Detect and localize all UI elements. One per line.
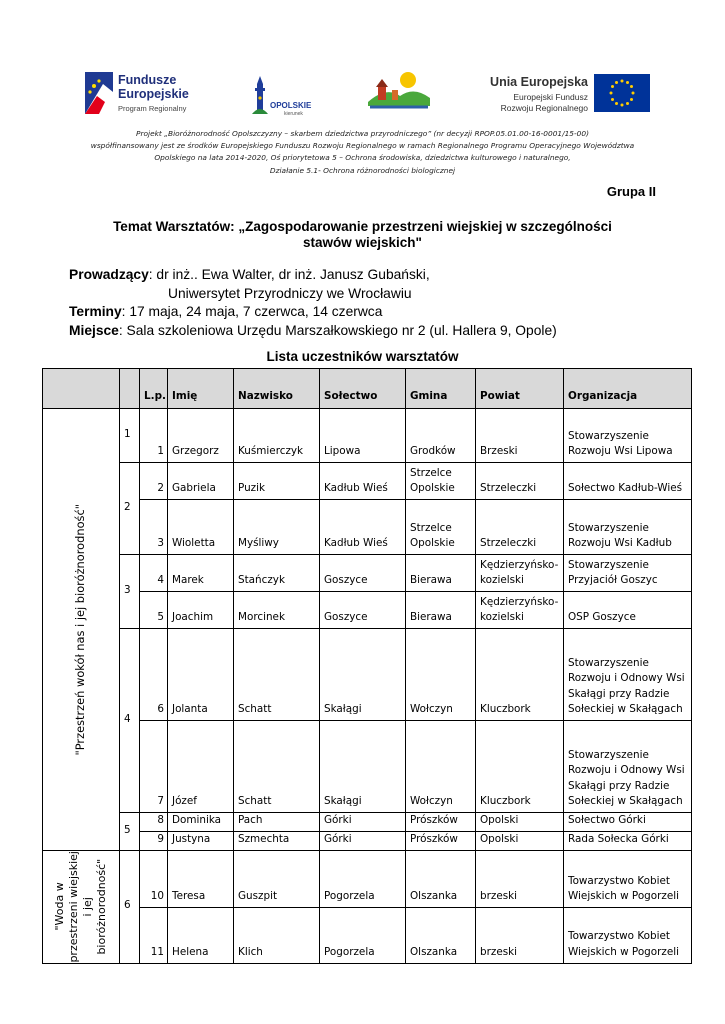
theme-2-line-4: bioróżnorodność": [95, 858, 108, 955]
header-group: [120, 369, 140, 409]
header-solectwo: Sołectwo: [320, 369, 406, 409]
theme-cell-2: [43, 851, 120, 964]
header-imie: Imię: [168, 369, 234, 409]
cell-imie: Grzegorz: [168, 409, 234, 463]
cell-imie: Justyna: [168, 832, 234, 851]
cell-powiat: Strzeleczki: [476, 463, 564, 500]
cell-gmina: Olszanka: [406, 907, 476, 963]
cell-powiat: brzeski: [476, 851, 564, 908]
cell-lp: 4: [140, 555, 168, 592]
cell-lp: 9: [140, 832, 168, 851]
table-row: [43, 813, 692, 832]
cell-nazwisko: Myśliwy: [234, 500, 320, 555]
dates-label: Terminy: [69, 304, 122, 319]
topic-line-1: Temat Warsztatów: „Zagospodarowanie przestrzeni wiejskiej w szczególności: [113, 219, 612, 234]
list-title: Lista uczestników warsztatów: [266, 349, 459, 364]
cell-organizacja: Stowarzyszenie Przyjaciół Goszyc: [564, 555, 692, 592]
cell-organizacja: Stowarzyszenie Rozwoju Wsi Kadłub: [564, 500, 692, 555]
table-header-row: [43, 369, 692, 409]
unia-europejska-logo: [478, 72, 658, 118]
lead-institution: Uniwersytet Przyrodniczy we Wrocławiu: [168, 285, 412, 301]
cell-imie: Wioletta: [168, 500, 234, 555]
ue-subtitle-line1: Europejski Fundusz: [513, 92, 588, 102]
cell-lp: 10: [140, 851, 168, 908]
logo-bar: [0, 62, 725, 122]
table-row: [43, 721, 692, 813]
eu-flag-icon: [594, 74, 650, 112]
topic-line-2: stawów wiejskich": [303, 235, 422, 250]
opolskie-logo: [248, 74, 318, 120]
cell-solectwo: Skałągi: [320, 629, 406, 721]
table-row: [43, 463, 692, 500]
cell-powiat: Kędzierzyńsko-kozielski: [476, 592, 564, 629]
cell-nazwisko: Puzik: [234, 463, 320, 500]
workshop-topic: [40, 219, 685, 251]
cell-imie: Dominika: [168, 813, 234, 832]
table-row: [43, 500, 692, 555]
cell-gmina: Wołczyn: [406, 721, 476, 813]
cell-gmina: Prószków: [406, 832, 476, 851]
cell-solectwo: Skałągi: [320, 721, 406, 813]
table-row: [43, 832, 692, 851]
table-row: [43, 907, 692, 963]
cell-powiat: Strzeleczki: [476, 500, 564, 555]
table-row: [43, 555, 692, 592]
project-line-3: Opolskiego na lata 2014-2020, Oś priorytetowa 5 – Ochrona środowiska, dziedzictwa kulturowego i naturalnego,: [154, 153, 571, 163]
group-number-2: 2: [120, 463, 140, 555]
cell-solectwo: Górki: [320, 832, 406, 851]
fe-title-line1: Fundusze: [118, 73, 177, 87]
opolskie-text: OPOLSKIE: [270, 101, 312, 110]
theme-2-text: [53, 851, 109, 963]
project-line-2: współfinansowany jest ze środków Europejskiego Funduszu Rozwoju Regionalnego w ramach Regionalnego Programu Operacyjnego Województwa: [90, 141, 635, 151]
theme-2-line-1: "Woda w: [53, 882, 66, 931]
theme-cell-1: [43, 409, 120, 851]
project-line-4: Działanie 5.1- Ochrona różnorodności biologicznej: [269, 165, 456, 175]
theme-2-line-2: przestrzeni wiejskiej: [67, 851, 80, 963]
odnowa-wsi-logo: [366, 68, 432, 112]
header-lp: L.p.: [140, 369, 168, 409]
place-label: Miejsce: [69, 322, 119, 338]
cell-imie: Józef: [168, 721, 234, 813]
cell-powiat: Brzeski: [476, 409, 564, 463]
cell-powiat: brzeski: [476, 907, 564, 963]
cell-gmina: Prószków: [406, 813, 476, 832]
cell-powiat: Opolski: [476, 813, 564, 832]
project-description: [40, 128, 685, 177]
header-nazwisko: Nazwisko: [234, 369, 320, 409]
cell-lp: 3: [140, 500, 168, 555]
place-row: [69, 322, 557, 341]
workshop-info: [69, 266, 557, 340]
cell-lp: 1: [140, 409, 168, 463]
cell-organizacja: Stowarzyszenie Rozwoju i Odnowy Wsi Skałągi przy Radzie Sołeckiej w Skałągach: [564, 721, 692, 813]
lead-row: [69, 266, 557, 285]
cell-lp: 6: [140, 629, 168, 721]
lead-label: Prowadzący: [69, 267, 149, 282]
lead-value: : dr inż.. Ewa Walter, dr inż. Janusz Gubański,: [148, 267, 430, 282]
cell-nazwisko: Pach: [234, 813, 320, 832]
cell-organizacja: Rada Sołecka Górki: [564, 832, 692, 851]
cell-nazwisko: Guszpit: [234, 851, 320, 908]
cell-lp: 8: [140, 813, 168, 832]
cell-imie: Teresa: [168, 851, 234, 908]
cell-lp: 5: [140, 592, 168, 629]
fe-subtitle: Program Regionalny: [118, 104, 187, 113]
table-row: [43, 592, 692, 629]
header-gmina: Gmina: [406, 369, 476, 409]
dates-value: : 17 maja, 24 maja, 7 czerwca, 14 czerwca: [121, 304, 383, 319]
table-row: [43, 409, 692, 463]
ue-title: Unia Europejska: [490, 75, 588, 89]
place-value: : Sala szkoleniowa Urzędu Marszałkowskiego nr 2 (ul. Hallera 9, Opole): [118, 322, 557, 338]
header-theme: [43, 369, 120, 409]
cell-imie: Marek: [168, 555, 234, 592]
odnowa-wsi-icon: [366, 68, 432, 112]
participants-table: [42, 368, 692, 964]
cell-organizacja: Stowarzyszenie Rozwoju Wsi Lipowa: [564, 409, 692, 463]
cell-nazwisko: Klich: [234, 907, 320, 963]
cell-powiat: Kluczbork: [476, 629, 564, 721]
cell-powiat: Opolski: [476, 832, 564, 851]
theme-2-line-3: i jej: [81, 897, 94, 917]
group-number-1: 1: [120, 409, 140, 463]
cell-nazwisko: Morcinek: [234, 592, 320, 629]
project-line-1: Projekt „Bioróżnorodność Opolszczyzny – skarbem dziedzictwa przyrodniczego” (nr decyzji RPOP.05.01.00-16-0001/15-00): [136, 129, 589, 138]
cell-imie: Joachim: [168, 592, 234, 629]
cell-powiat: Kędzierzyńsko-kozielski: [476, 555, 564, 592]
cell-organizacja: OSP Goszyce: [564, 592, 692, 629]
group-label: Grupa II: [606, 184, 656, 199]
cell-solectwo: Górki: [320, 813, 406, 832]
cell-nazwisko: Stańczyk: [234, 555, 320, 592]
cell-nazwisko: Schatt: [234, 721, 320, 813]
cell-solectwo: Goszyce: [320, 555, 406, 592]
cell-lp: 7: [140, 721, 168, 813]
cell-nazwisko: Kuśmierczyk: [234, 409, 320, 463]
cell-gmina: Olszanka: [406, 851, 476, 908]
cell-gmina: Bierawa: [406, 592, 476, 629]
opolskie-subtext: kierunek: [284, 111, 303, 117]
cell-organizacja: Towarzystwo Kobiet Wiejskich w Pogorzeli: [564, 851, 692, 908]
cell-imie: Jolanta: [168, 629, 234, 721]
fundusze-europejskie-logo: [85, 72, 205, 118]
ue-subtitle-line2: Rozwoju Regionalnego: [500, 103, 588, 113]
cell-gmina: Grodków: [406, 409, 476, 463]
cell-gmina: Bierawa: [406, 555, 476, 592]
cell-solectwo: Goszyce: [320, 592, 406, 629]
opolskie-tower-icon: [248, 74, 272, 118]
cell-solectwo: Pogorzela: [320, 851, 406, 908]
theme-1-text: "Przestrzeń wokół nas i jej bioróżnorodność": [73, 503, 88, 756]
cell-solectwo: Kadłub Wieś: [320, 463, 406, 500]
cell-gmina: Strzelce Opolskie: [406, 500, 476, 555]
cell-organizacja: Stowarzyszenie Rozwoju i Odnowy Wsi Skałągi przy Radzie Sołeckiej w Skałągach: [564, 629, 692, 721]
group-number-3: 3: [120, 555, 140, 629]
cell-organizacja: Sołectwo Kadłub-Wieś: [564, 463, 692, 500]
dates-row: [69, 303, 557, 322]
cell-lp: 11: [140, 907, 168, 963]
cell-imie: Gabriela: [168, 463, 234, 500]
cell-gmina: Strzelce Opolskie: [406, 463, 476, 500]
group-number-4: 4: [120, 629, 140, 813]
group-number-5: 5: [120, 813, 140, 851]
group-number-6: 6: [120, 851, 140, 964]
fe-title-line2: Europejskie: [118, 87, 189, 101]
cell-gmina: Wołczyn: [406, 629, 476, 721]
cell-imie: Helena: [168, 907, 234, 963]
fe-flag-icon: [85, 72, 113, 114]
cell-organizacja: Sołectwo Górki: [564, 813, 692, 832]
table-row: [43, 629, 692, 721]
cell-solectwo: Kadłub Wieś: [320, 500, 406, 555]
cell-powiat: Kluczbork: [476, 721, 564, 813]
cell-lp: 2: [140, 463, 168, 500]
cell-solectwo: Lipowa: [320, 409, 406, 463]
cell-solectwo: Pogorzela: [320, 907, 406, 963]
header-powiat: Powiat: [476, 369, 564, 409]
header-organizacja: Organizacja: [564, 369, 692, 409]
table-row: [43, 851, 692, 908]
cell-nazwisko: Szmechta: [234, 832, 320, 851]
cell-nazwisko: Schatt: [234, 629, 320, 721]
cell-organizacja: Towarzystwo Kobiet Wiejskich w Pogorzeli: [564, 907, 692, 963]
